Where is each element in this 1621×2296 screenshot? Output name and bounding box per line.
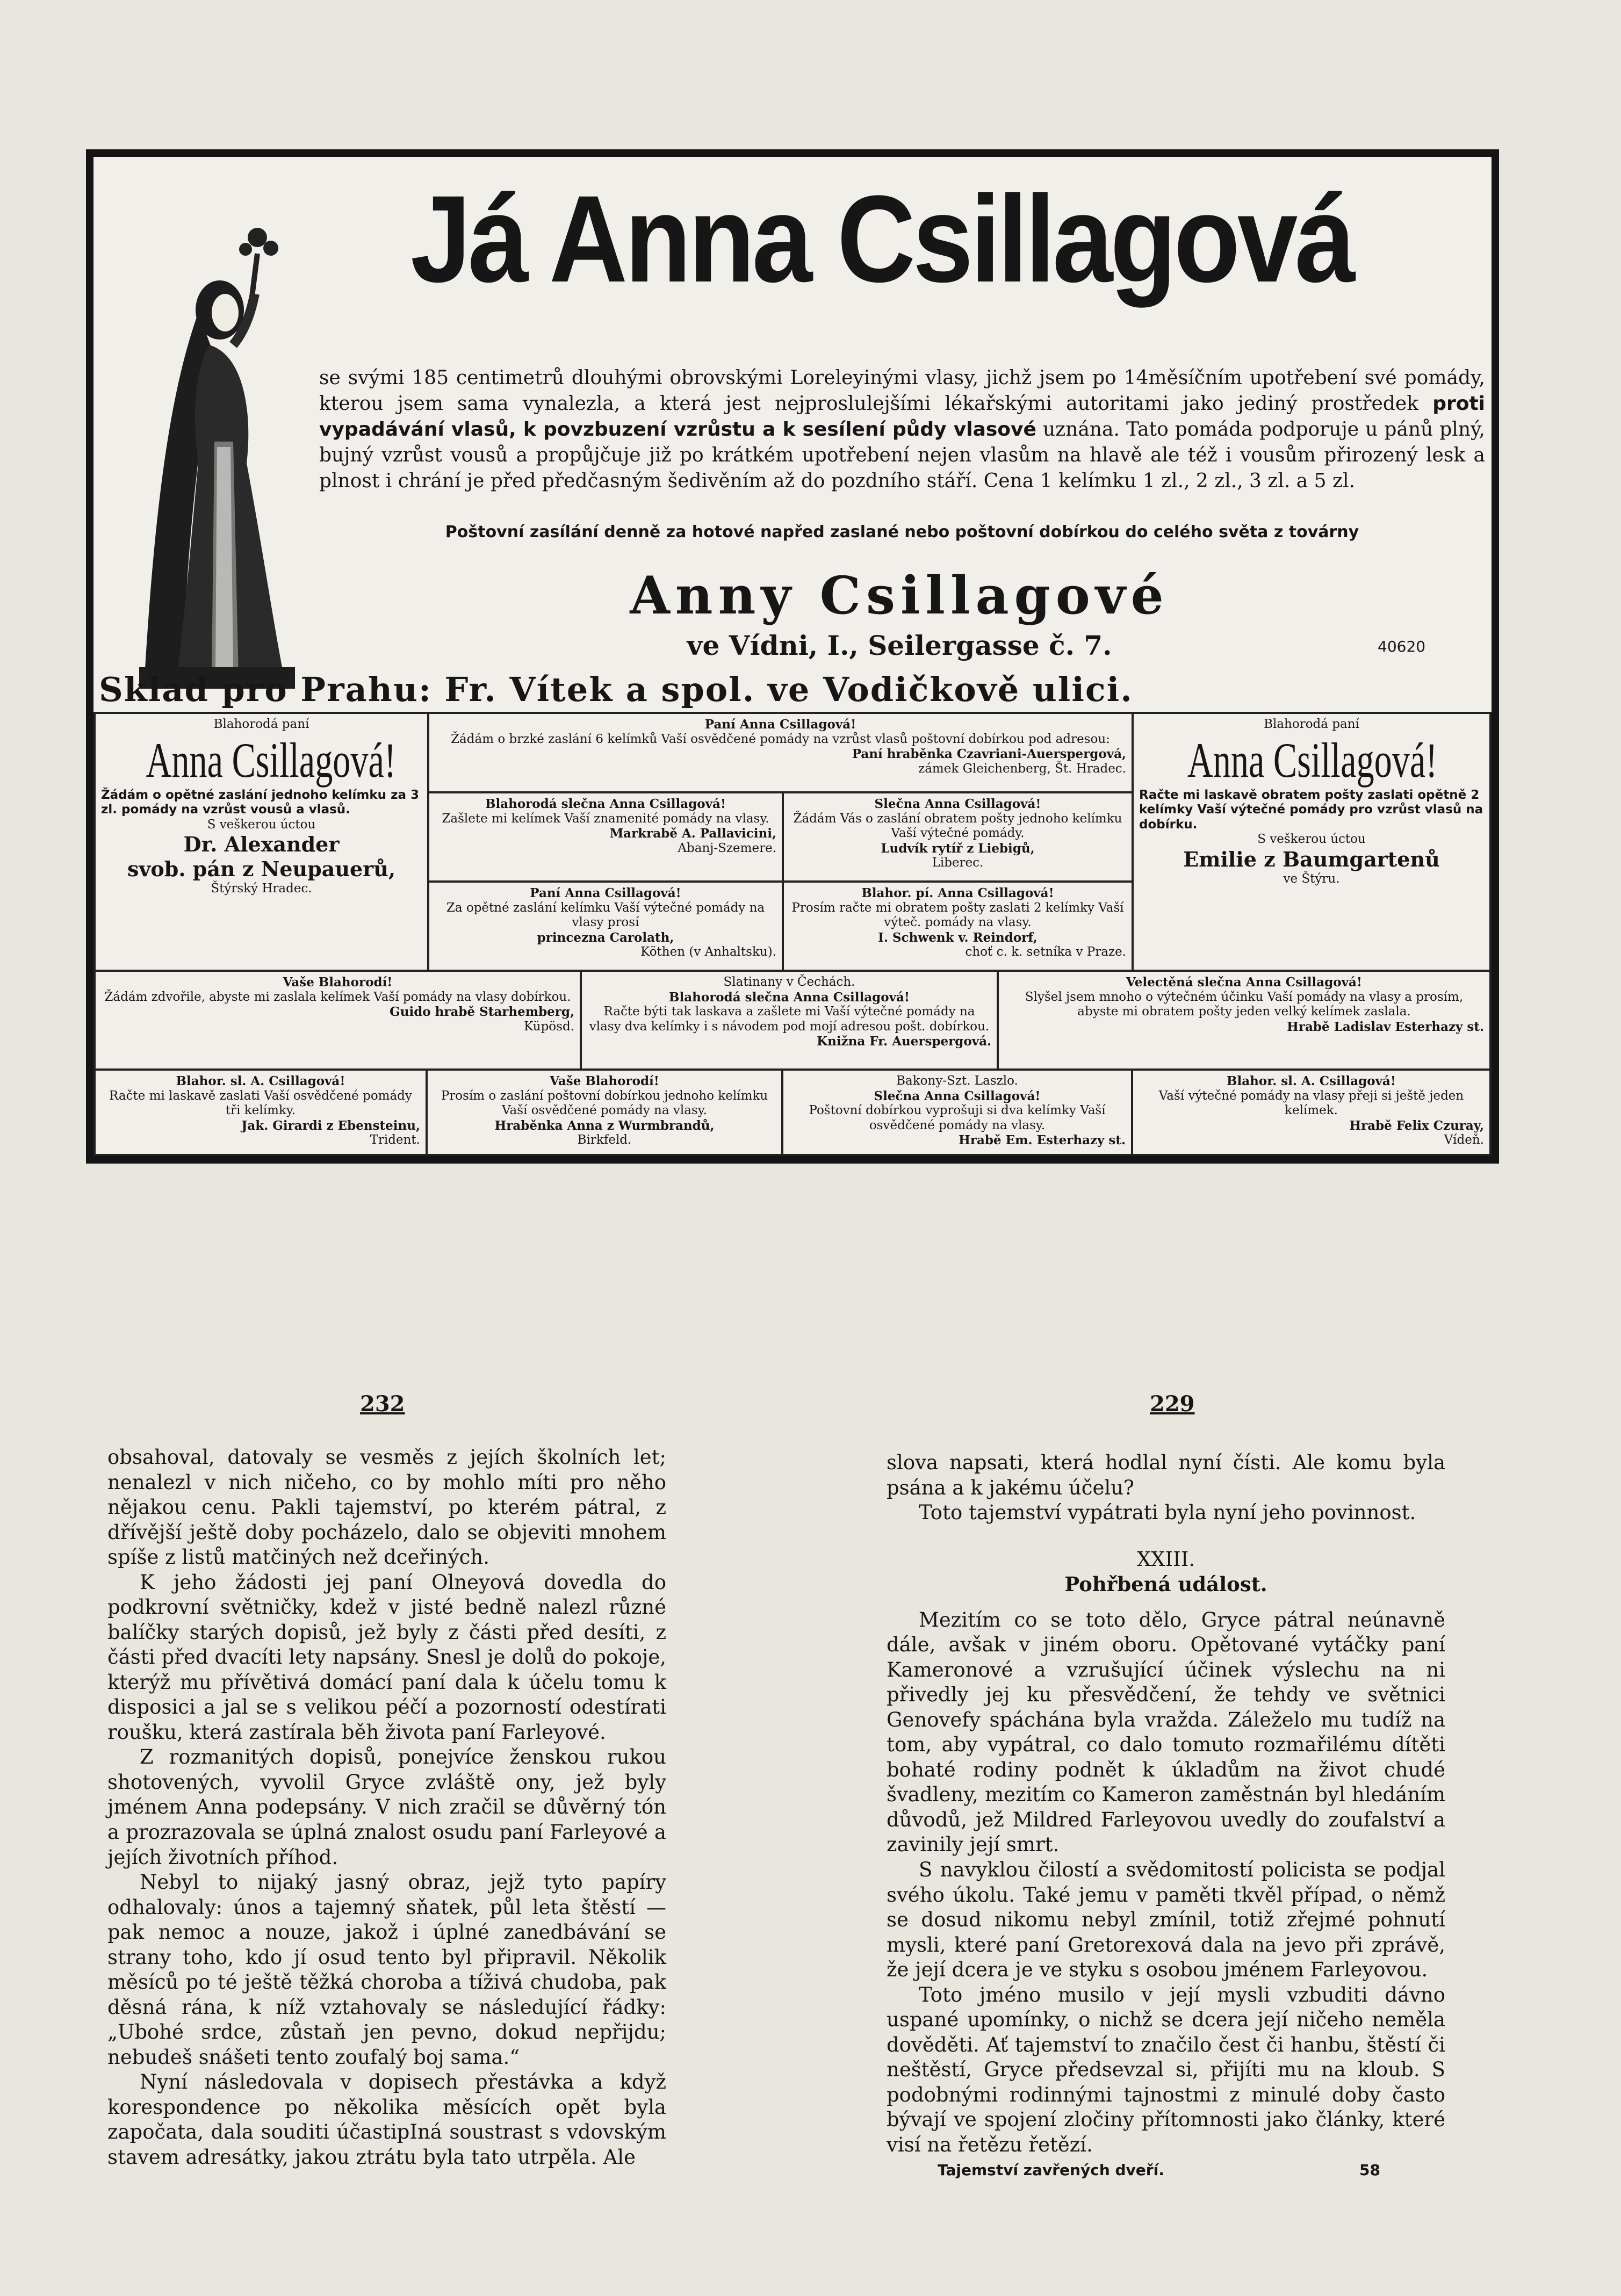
place: Vídeň. [1444,1133,1484,1147]
right-column-text [887,1450,1445,2157]
testimonial-text: Slyšel jsem mnoho o výtečném účinku Vaší pomády na vlasy a prosím, abyste mi obratem pošty jeden velký kelímek zaslala. [1025,990,1464,1019]
signatory: Hrabě Felix Czuray, [1349,1118,1484,1133]
paragraph: K jeho žádosti jej paní Olneyová dovedla do podkrovní světničky, kdež v jisté bedně nalezl různé balíčky starých dopisů, jež byly z části před desíti, z části před dvacíti lety napsány. Snesl je dolů do pokoje, kterýž mu přívětivá domácí paní dala k účelu tomu k disposici a jal se s velikou péčí a pozorností odestírati roušku, která zastírala běh života paní Farleyové. [107,1570,666,1744]
testimonial-heading: Paní Anna Csillagová! [704,717,856,732]
place: Köthen (v Anhaltsku). [640,945,776,959]
testimonial-box [427,791,784,883]
testimonial-heading: Velectěná slečna Anna Csillagová! [1126,975,1362,990]
signatory: Markrabě A. Pallavicini, [609,826,776,841]
testimonial-text: Žádám o brzké zaslání 6 kelímků Vaší osvědčené pomády na vzrůst vlasů poštovní dobírkou pod adresou: [451,732,1110,746]
signatory: Knižna Fr. Auerspergová. [817,1034,991,1049]
salutation: Blahorodá paní [1264,717,1359,731]
testimonial-box [782,791,1134,883]
testimonial-box [781,1068,1133,1156]
paragraph: S navyklou čilostí a svědomitostí policista se podjal svého úkolu. Také jemu v paměti tkvěl případ, o němž se dosud nikomu nebyl zmínil, totiž zřejmé pohnutí mysli, které paní Gretorexová dala na jevo při zprávě, že její dcera je ve styku s osobou jménem Farleyovou. [887,1858,1445,1982]
testimonial-box [93,1068,428,1156]
ad-postal-notice: Poštovní zasílání denně za hotové napřed zaslané nebo poštovní dobírkou do celého světa z továrny [445,523,1359,541]
testimonial-heading: Blahor. pí. Anna Csillagová! [861,886,1054,900]
place: choť c. k. setníka v Praze. [965,945,1126,959]
testimonial-headline: Anna Csillagová! [1187,732,1438,788]
signatory: Ludvík rytíř z Liebigů, [881,841,1035,856]
testimonial-text: Vaší výtečné pomády na vlasy přeji si ještě jeden kelímek. [1158,1088,1464,1118]
signatory: Hrabě Em. Esterhazy st. [959,1133,1126,1148]
testimonial-text: Prosím o zaslání poštovní dobírkou jednoho kelímku Vaší osvědčené pomády na vlasy. [441,1088,768,1118]
testimonial-box [426,1068,783,1156]
place: Trident. [370,1133,420,1147]
ad-company-name: Anny Csillagové [630,565,1169,626]
testimonial-box [782,880,1134,972]
paragraph: Z rozmanitých dopisů, ponejvíce ženskou rukou shotovených, vyvolil Gryce zvláště ony, jež byly jménem Anna podepsány. V nich zračil se důvěrný tón a prozrazovala se úplná znalost osudu paní Farleyové a jejích životních příhod. [107,1745,666,1869]
paragraph: obsahoval, datovaly se vesměs z jejích školních let; nenalezl v nich ničeho, co by mohlo míti pro něho nějakou cenu. Pakli tajemství, po kterém pátral, z dřívější ještě doby pocházelo, dalo se objeviti mnohem spíše z listů matčiných než dceřiných. [107,1446,666,1569]
place: zámek Gleichenberg, Št. Hradec. [918,761,1126,776]
left-column-text [107,1445,666,2170]
chapter-number: XXIII. [1136,1547,1195,1571]
testimonial-box [1132,712,1492,972]
testimonial-box [580,970,999,1071]
signatory: I. Schwenk v. Reindorf, [878,930,1038,945]
signatory: Emilie z Baumgartenů [1183,847,1440,871]
testimonial-text: Prosím račte mi obratem pošty zaslati 2 kelímky Vaší výteč. pomády na vlasy. [791,900,1124,930]
signatory-title: svob. pán z Neupauerů, [127,856,396,881]
ad-title: Já Anna Csillagová [410,170,1353,308]
paragraph: Mezitím co se toto dělo, Gryce pátral neúnavně dále, avšak v jiném oboru. Opětované vytáčky paní Kameronové a vzrušující účinek výslechu na ni přivedly jej ku přesvědčení, že tehdy ve světnici Genovefy spáchána byla vražda. Záleželo mu tudíž na tom, aby vypátral, co dalo tomuto rozmařilému dítěti bohaté rodiny podnět k úkladům na život chudé švadleny, mezitím co Kameron zaměstnán byl hledáním důvodů, jež Mildred Farleyovou uvedly do zoufalství a zavinily její smrt. [887,1608,1445,1857]
testimonial-box [1131,1068,1492,1156]
place: Štýrský Hradec. [211,881,312,896]
paragraph: Toto jméno musilo v její mysli vzbuditi dávno uspané upomínky, o nichž se dcera její ničeho neměla dověděti. Ať tajemství to značilo čest či hanbu, štěstí či neštěstí, Gryce předsevzal si, přijíti mu na kloub. S podobnými rodinnými tajnostmi z minulé doby často bývají ve spojení zločiny přítomnosti jako články, které visí na řetězu řetězí. [887,1983,1445,2156]
advertisement [86,149,1499,1164]
woman-illustration [123,216,300,689]
paragraph: Nyní následovala v dopisech přestávka a když korespondence po několika měsících opět byla započata, dala souditi účastipIná soustrast s vdovským stavem adresátky, jakou ztrátu byla tato utrpěla. Ale [107,2070,666,2169]
signatory: Jak. Girardi z Ebensteinu, [241,1118,420,1133]
paragraph: Nebyl to nijaký jasný obraz, jejž tyto papíry odhalovaly: únos a tajemný sňatek, půl leta štěstí — pak nemoc a nouze, jakož i úplné zanedbávání se strany toho, kdo jí osud tento byl připravil. Několik měsíců po té ještě těžká choroba a tíživá chudoba, pak děsná rána, k níž vztahovaly se následující řádky: „Ubohé srdce, zůstaň jen pevno, dokud nepřijdu; nebudeš snášeti tento zoufalý boj sama.“ [107,1871,666,2069]
place: Liberec. [932,856,984,870]
signatory: Hraběnka Anna z Wurmbrandů, [494,1118,715,1133]
signatory: Paní hraběnka Czavriani-Auerspergová, [852,747,1126,762]
testimonial-text: Račte býti tak laskava a zašlete mi Vaší výtečné pomády na vlasy dva kelímky i s návodem pod mojí adresou pošt. dobírkou. [589,1005,990,1034]
place: Küpösd. [524,1019,574,1034]
page-number-right: 229 [1150,1391,1195,1417]
testimonial-text: Žádám Vás o zaslání obratem pošty jednoho kelímku Vaší výtečné pomády. [793,811,1122,841]
paragraph: slova napsati, která hodlal nyní čísti. Ale komu byla psána a k jakému účelu? [887,1451,1445,1499]
signatory: Dr. Alexander [183,832,340,857]
chapter-title: Pohřbená událost. [1064,1572,1267,1597]
testimonial-text: Žádám o opětné zaslání jednoho kelímku za 3 zl. pomády na vzrůst vousů a vlasů. [101,788,419,817]
signatory: Guido hrabě Starhemberg, [390,1005,574,1020]
signatory: princezna Carolath, [537,930,674,945]
footer-signature-number: 58 [1359,2161,1380,2179]
testimonial-heading: Slečna Anna Csillagová! [874,797,1041,811]
testimonial-heading: Blahorodá slečna Anna Csillagová! [669,990,910,1005]
testimonial-box [93,970,582,1071]
testimonial-heading: Vaše Blahorodí! [283,975,393,990]
place: Slatinany v Čechách. [723,975,855,989]
testimonial-text: Zašlete mi kelímek Vaší znamenité pomády na vlasy. [442,811,769,826]
place: Birkfeld. [577,1133,632,1147]
ad-code: 40620 [1378,638,1426,655]
place: ve Štýru. [1283,871,1340,886]
testimonial-text: Poštovní dobírkou vyprošuji si dva kelímky Vaší osvědčené pomády na vlasy. [809,1103,1106,1132]
paragraph: Toto tajemství vypátrati byla nyní jeho povinnost. [919,1501,1416,1525]
testimonial-box [997,970,1492,1071]
place: Abanj-Szemere. [678,841,776,855]
testimonial-text: Za opětné zaslání kelímku Vaší výtečné pomády na vlasy prosí [446,900,765,930]
salutation: Blahorodá paní [213,717,309,731]
testimonial-box [93,712,429,972]
testimonial-heading: Blahorodá slečna Anna Csillagová! [485,797,726,811]
testimonial-text: Žádám zdvořile, abyste mi zaslala kelímek Vaší pomády na vlasy dobírkou. [104,990,571,1004]
testimonial-text: Račte mi laskavě zaslati Vaší osvědčené pomády tři kelímky. [109,1088,412,1118]
greeting: S veškerou úctou [207,817,316,832]
testimonial-heading: Blahor. sl. A. Csillagová! [1227,1074,1396,1088]
ad-body-text: se svými 185 centimetrů dlouhými obrovskými Loreleyinými vlasy, jichž jsem po 14měsíčním upotřebení své pomády, kterou jsem sama vynalezla, a která jest nejproslulejšími lékařskými autoritami jako jediný prostředek proti vypadávání vlasů, k povzbuzení vzrůstu a k sesílení půdy vlasové uznána. Tato pomáda podporuje u pánů plný, bujný vzrůst vousů a propůjčuje již po krátkém upotřebení nejen vlasům na hlavě ale též i vousům přirozený lesk a plnost i chrání je před předčasným šedivěním až do pozdního stáří. Cena 1 kelímku 1 zl., 2 zl., 3 zl. a 5 zl. [319,367,1486,492]
testimonial-heading: Vaše Blahorodí! [550,1074,659,1088]
testimonial-box [427,880,784,972]
testimonial-heading: Blahor. sl. A. Csillagová! [176,1074,345,1088]
testimonial-headline: Anna Csillagová! [146,732,397,788]
ad-prague-depot: Sklad pro Prahu: Fr. Vítek a spol. ve Vodičkově ulici. [99,670,1133,709]
testimonial-heading: Paní Anna Csillagová! [530,886,681,900]
testimonial-box [427,712,1134,793]
greeting: S veškerou úctou [1257,832,1366,847]
testimonial-text: Račte mi laskavě obratem pošty zaslati opětně 2 kelímky Vaší výtečné pomády pro vzrůst vlasů na dobírku. [1139,788,1483,832]
place: Bakony-Szt. Laszlo. [896,1074,1018,1088]
page-number-left: 232 [360,1391,405,1417]
footer-book-title: Tajemství zavřených dveří. [938,2161,1164,2179]
signatory: Hrabě Ladislav Esterhazy st. [1287,1019,1484,1034]
ad-address: ve Vídni, I., Seilergasse č. 7. [687,630,1112,661]
testimonial-heading: Slečna Anna Csillagová! [874,1088,1041,1103]
